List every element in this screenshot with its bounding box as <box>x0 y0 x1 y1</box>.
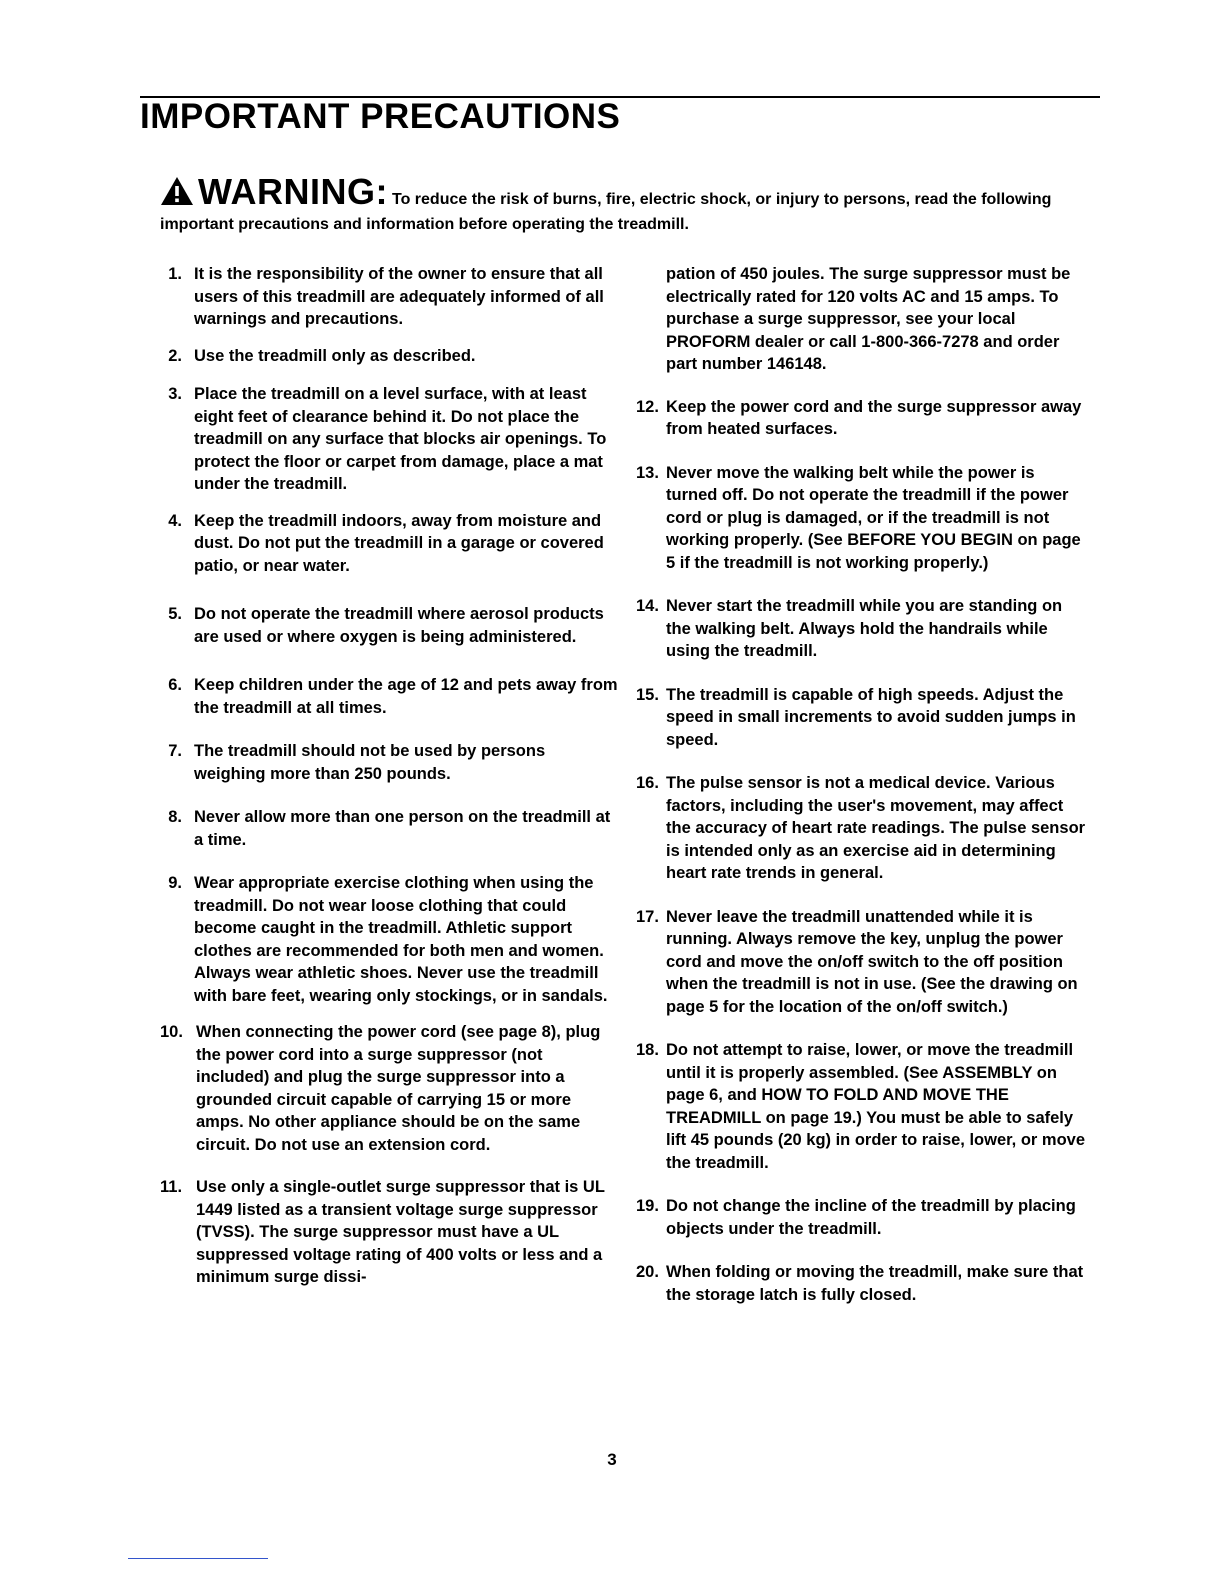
item-text: When connecting the power cord (see page 8), plug the power cord into a surge suppressor (not included) and plug the surge suppressor into a grounded circuit capable of carrying 15 or more amps. No other appliance should be on the same circuit. Do not use an extension cord. <box>196 1023 601 1154</box>
precaution-item <box>636 396 1088 441</box>
precaution-item <box>636 906 1088 1019</box>
item-text: Wear appropriate exercise clothing when using the treadmill. Do not wear loose clothing that could become caught in the treadmill. Athletic support clothes are recommended for both men and women. Always wear athletic shoes. Never use the treadmill with bare feet, wearing only stockings, or in sandals. <box>194 874 608 1005</box>
item-number: 9. <box>168 874 182 892</box>
warning-text: To reduce the risk of burns, fire, electric shock, or injury to persons, read the following important precautions and information before operating the treadmill. <box>160 191 1052 233</box>
precaution-item <box>636 1195 1088 1240</box>
item-number: 12. <box>636 397 659 416</box>
left-column <box>160 263 618 1289</box>
item-text: Never allow more than one person on the treadmill at a time. <box>194 808 611 849</box>
precaution-item <box>636 1261 1088 1306</box>
item-number: 1. <box>168 265 182 283</box>
item-text: Never start the treadmill while you are standing on the walking belt. Always hold the handrails while using the treadmill. <box>666 597 1063 660</box>
precaution-item <box>160 263 618 331</box>
item-number: 4. <box>168 511 182 530</box>
item-text: Place the treadmill on a level surface, with at least eight feet of clearance behind it. Do not place the treadmill on any surface that blocks air openings. To protect the floor or carpet from damage, place a mat under the treadmill. <box>194 385 607 493</box>
precaution-item <box>160 872 618 1007</box>
item-text: Keep children under the age of 12 and pets away from the treadmill at all times. <box>194 676 618 717</box>
item-number: 8. <box>168 808 182 826</box>
item-text: Keep the treadmill indoors, away from moisture and dust. Do not put the treadmill in a garage or covered patio, or near water. <box>194 511 604 575</box>
precaution-item <box>636 1039 1088 1174</box>
precaution-item <box>160 345 618 368</box>
item-number: 6. <box>168 676 182 694</box>
item-text: Use the treadmill only as described. <box>194 346 476 365</box>
precaution-item <box>636 772 1088 885</box>
item-number: 20. <box>636 1263 659 1281</box>
bottom-edge-line <box>128 1558 268 1559</box>
item-text: Never leave the treadmill unattended while it is running. Always remove the key, unplug the power cord and move the on/off switch to the off position when the treadmill is not in use. (See the drawing on page 5 for the location of the on/off switch.) <box>666 907 1078 1016</box>
precaution-item <box>636 595 1088 663</box>
warning-colon: : <box>375 171 388 212</box>
precaution-item <box>160 603 618 648</box>
page-title: IMPORTANT PRECAUTIONS <box>140 97 621 136</box>
precaution-item <box>160 806 618 851</box>
item-number: 2. <box>168 346 182 365</box>
item-number: 13. <box>636 463 659 482</box>
precaution-item <box>160 510 618 578</box>
item-number: 19. <box>636 1197 659 1215</box>
right-column <box>636 263 1088 1306</box>
precaution-item <box>160 740 618 785</box>
precaution-item <box>160 383 618 496</box>
item-number: 10. <box>160 1023 183 1041</box>
item-number: 11. <box>160 1178 183 1196</box>
item-number: 18. <box>636 1041 659 1059</box>
item-number: 14. <box>636 597 659 615</box>
item-text: Keep the power cord and the surge suppressor away from heated surfaces. <box>666 397 1082 438</box>
precaution-item <box>160 674 618 719</box>
precaution-item <box>160 1021 618 1156</box>
warning-triangle-icon <box>160 176 194 213</box>
item-text: Do not attempt to raise, lower, or move the treadmill until it is properly assembled. (See ASSEMBLY on page 6, and HOW TO FOLD AND MOVE THE TREADMILL on page 19.) You must be able to safely lift 45 pounds (20 kg) in order to raise, lower, or move the treadmill. <box>666 1041 1086 1172</box>
warning-block <box>160 171 1090 236</box>
item-text: It is the responsibility of the owner to ensure that all users of this treadmill are adequately informed of all warnings and precautions. <box>194 265 604 328</box>
item-number: 16. <box>636 774 659 792</box>
page-number: 3 <box>607 1450 617 1469</box>
precaution-item <box>636 462 1088 575</box>
item-text: The pulse sensor is not a medical device. Various factors, including the user's movement, may affect the accuracy of heart rate readings. The pulse sensor is intended only as an exercise aid in determining heart rate trends in general. <box>666 774 1086 882</box>
item-text: Do not operate the treadmill where aerosol products are used or where oxygen is being administered. <box>194 605 604 646</box>
item-text: The treadmill should not be used by persons weighing more than 250 pounds. <box>194 742 546 783</box>
precaution-item <box>636 684 1088 752</box>
item-number: 17. <box>636 907 659 926</box>
item-number: 3. <box>168 385 182 403</box>
precaution-item <box>160 1176 618 1289</box>
item-number: 7. <box>168 742 182 760</box>
item-text: When folding or moving the treadmill, make sure that the storage latch is fully closed. <box>666 1263 1084 1304</box>
item-11-continuation: pation of 450 joules. The surge suppressor must be electrically rated for 120 volts AC and 15 amps. To purchase a surge suppressor, see your local PROFORM dealer or call 1-800-366-7278 and order part number 146148. <box>666 265 1071 373</box>
item-number: 15. <box>636 685 659 704</box>
item-number: 5. <box>168 605 182 623</box>
item-text: The treadmill is capable of high speeds. Adjust the speed in small increments to avoid sudden jumps in speed. <box>666 685 1076 749</box>
item-text: Do not change the incline of the treadmill by placing objects under the treadmill. <box>666 1197 1076 1238</box>
warning-label: WARNING <box>198 171 376 212</box>
item-text: Use only a single-outlet surge suppressor that is UL 1449 listed as a transient voltage surge suppressor (TVSS). The surge suppressor must have a UL suppressed voltage rating of 400 volts or less and a minimum surge dissi- <box>196 1178 605 1286</box>
item-text: Never move the walking belt while the power is turned off. Do not operate the treadmill if the power cord or plug is damaged, or if the treadmill is not working properly. (See BEFORE YOU BEGIN on page 5 if the treadmill is not working properly.) <box>666 463 1081 572</box>
